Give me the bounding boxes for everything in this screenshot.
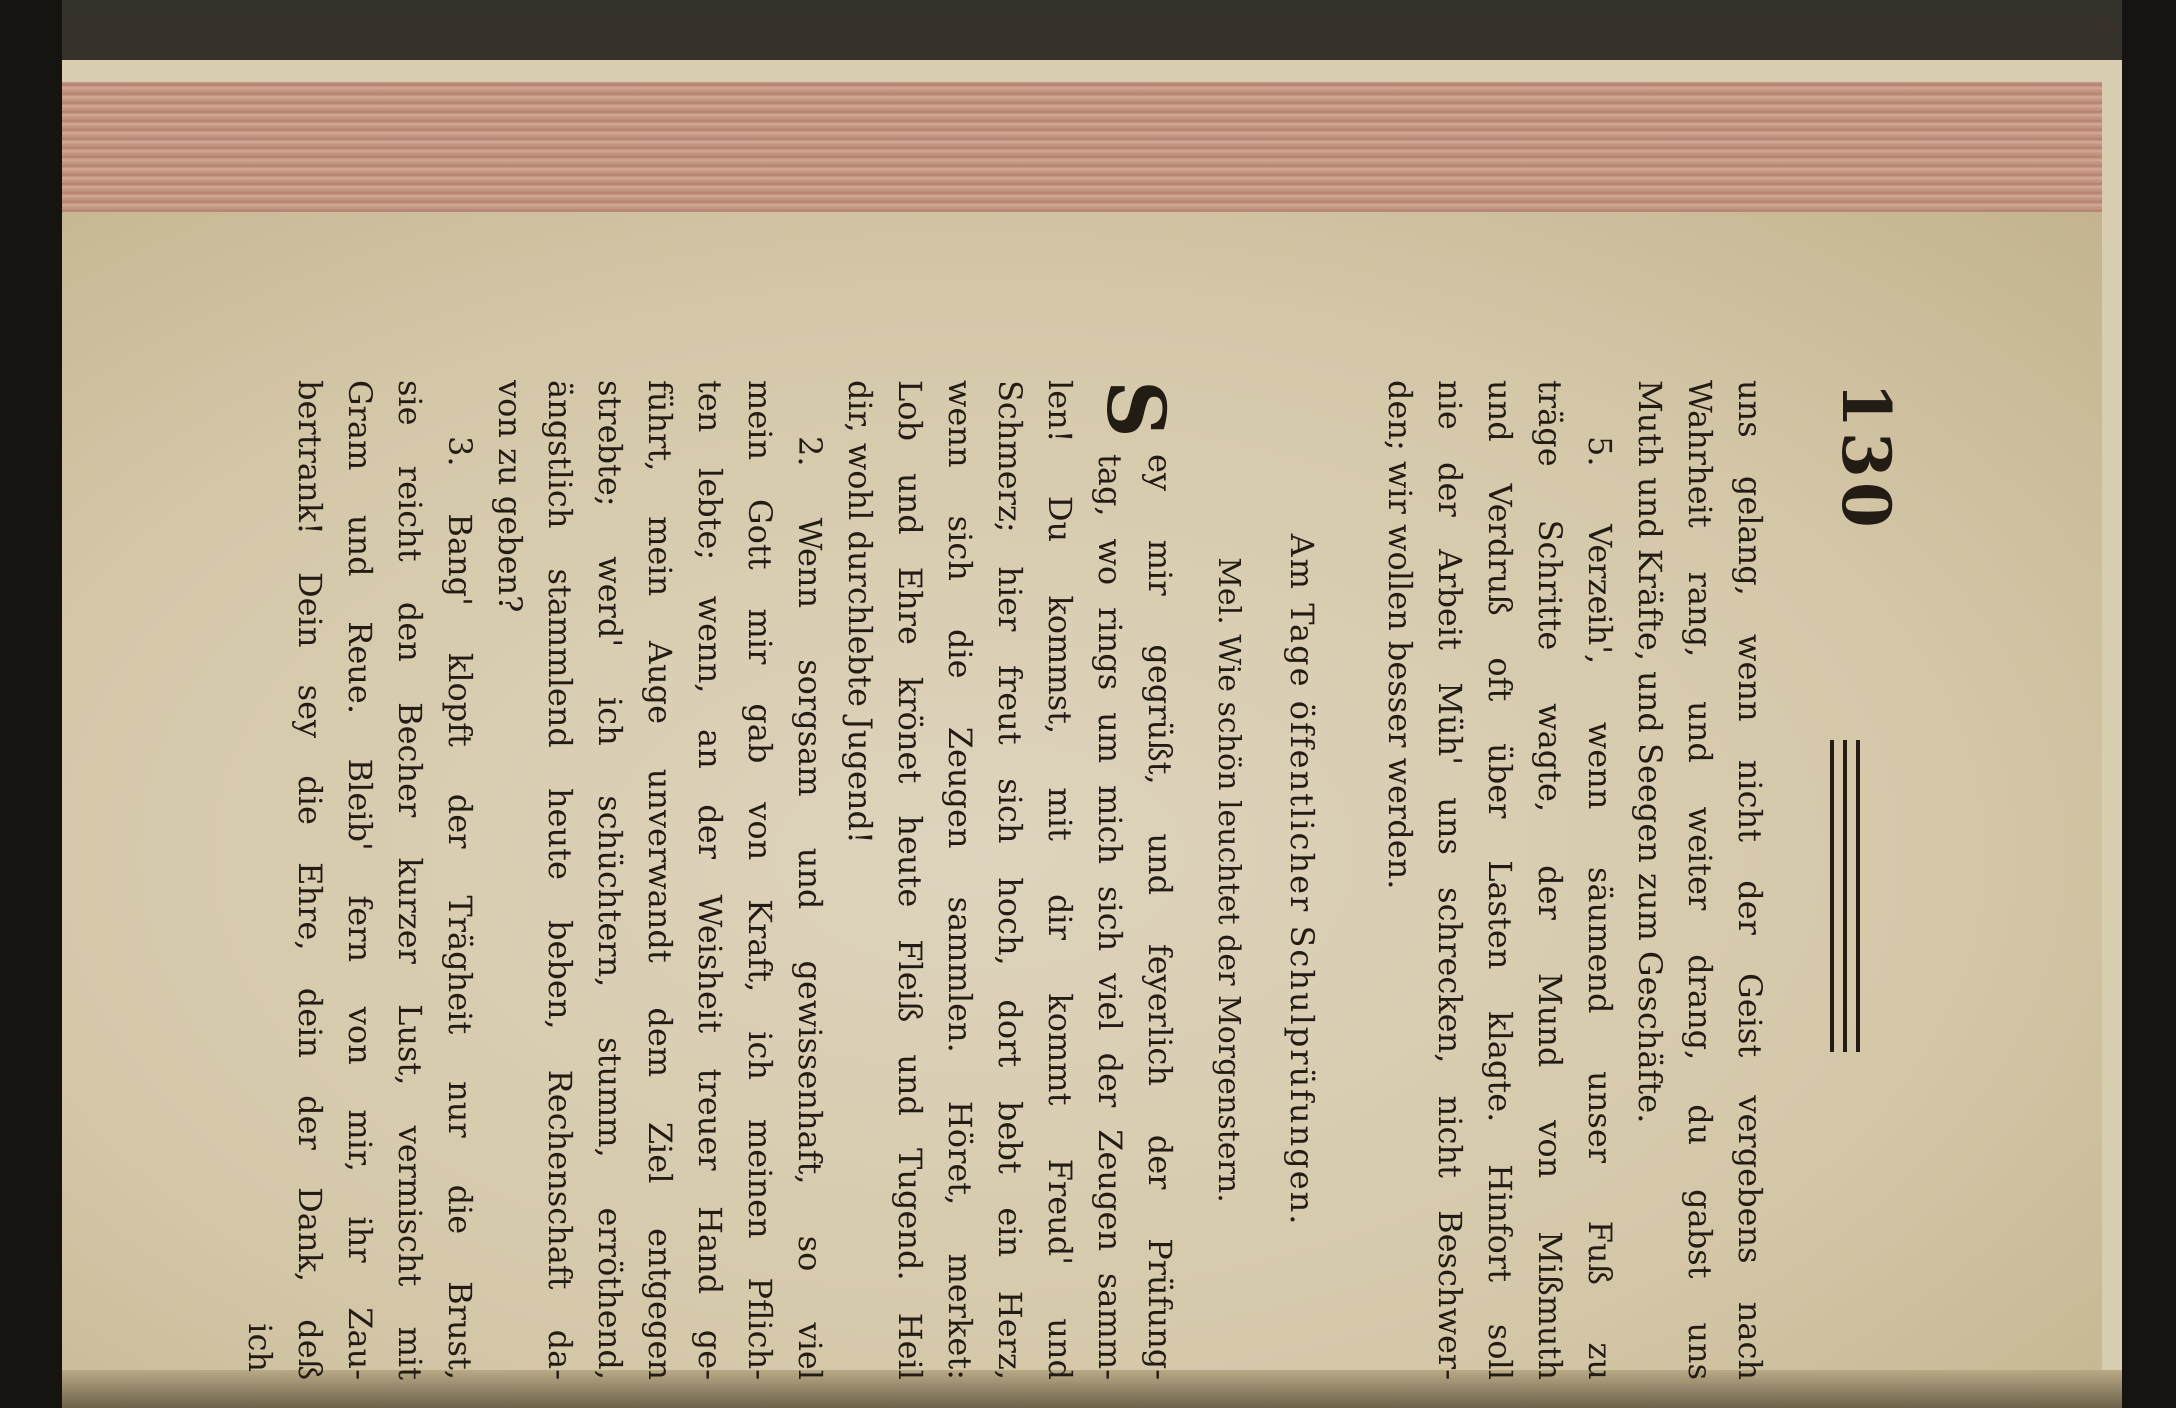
- text-line: Lob und Ehre krönet heute Fleiß und Tugend. Heil: [891, 380, 929, 1380]
- stanza-2: [485, 380, 835, 1380]
- text-line: 2. Wenn sorgsam und gewissenhaft, so viel: [791, 436, 829, 1380]
- text-line: wenn sich die Zeugen sammlen. Höret, merket:: [941, 380, 979, 1380]
- text-line: Schmerz; hier freut sich hoch, dort bebt ein Herz,: [991, 380, 1029, 1380]
- page-text-block: [241, 380, 1905, 1380]
- text-line: sie reicht den Becher kurzer Lust, vermischt mit: [391, 380, 429, 1380]
- header-rule: [1830, 740, 1834, 1052]
- text-line: uns gelang, wenn nicht der Geist vergebens nach: [1731, 380, 1769, 1380]
- melody-line: Mel. Wie schön leuchtet der Morgenstern.: [1211, 557, 1246, 1203]
- text-line: ten lebte; wenn, an der Weisheit treuer Hand ge-: [691, 380, 729, 1380]
- text-line: Gram und Reue. Bleib' fern von mir, ihr Zau-: [341, 380, 379, 1380]
- text-line: strebte; werd' ich schüchtern, stumm, erröthend,: [591, 380, 629, 1380]
- drop-cap: S: [1089, 380, 1183, 438]
- page-number: 130: [1827, 382, 1905, 532]
- catchword: ich: [241, 1323, 279, 1372]
- text-line: len! Du kommst, mit dir kommt Freud' und: [1041, 380, 1079, 1380]
- header-rule: [1843, 740, 1847, 1052]
- text-line: nie der Arbeit Müh' uns schrecken, nicht Beschwer-: [1431, 380, 1469, 1380]
- stanza-3: [235, 380, 485, 1380]
- text-line: tag, wo rings um mich sich viel der Zeugen samm-: [1091, 454, 1129, 1380]
- text-line: Muth und Kräfte, und Seegen zum Geschäfte.: [1631, 380, 1669, 1124]
- text-line: bertrank! Dein sey die Ehre, dein der Dank, deß: [291, 380, 329, 1380]
- hymn-heading: Am Tage öffentlicher Schulprüfungen.: [1283, 533, 1321, 1227]
- text-line: von zu geben?: [491, 380, 529, 613]
- page-edges: [62, 82, 2102, 215]
- text-line: mein Gott mir gab von Kraft, ich meinen Pflich-: [741, 380, 779, 1380]
- text-line: ängstlich stammlend heute beben, Rechenschaft da-: [541, 380, 579, 1380]
- text-line: und Verdruß oft über Lasten klagte. Hinfort soll: [1481, 380, 1519, 1380]
- text-line: 5. Verzeih', wenn säumend unser Fuß zu: [1581, 436, 1619, 1380]
- text-line: den; wir wollen besser werden.: [1381, 380, 1419, 890]
- text-line: Wahrheit rang, und weiter drang, du gabst uns: [1681, 380, 1719, 1380]
- text-column: [235, 380, 1775, 1380]
- text-line: träge Schritte wagte, der Mund von Mißmuth: [1531, 380, 1569, 1380]
- text-line: ey mir gegrüßt, und feyerlich der Prüfung-: [1141, 454, 1179, 1380]
- stanza-1: [835, 380, 1185, 1380]
- header-rule: [1856, 740, 1860, 1052]
- text-line: führt, mein Auge unverwandt dem Ziel entgegen: [641, 380, 679, 1380]
- text-line: 3. Bang' klopft der Trägheit nur die Brust,: [441, 436, 479, 1380]
- text-line: dir, wohl durchlebte Jugend!: [841, 380, 879, 844]
